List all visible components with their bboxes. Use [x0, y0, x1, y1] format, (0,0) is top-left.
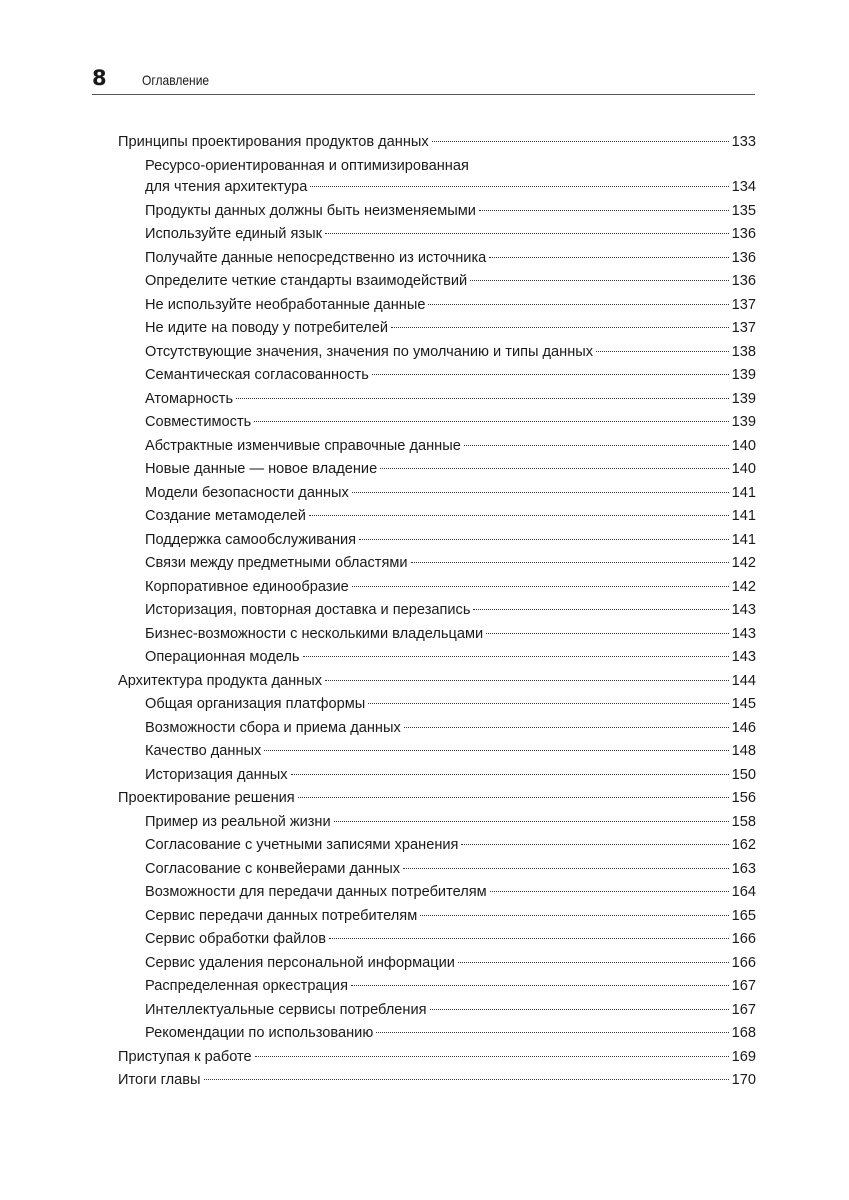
toc-entry: [118, 1046, 756, 1070]
toc-entry-row: [145, 975, 756, 999]
toc-entry-title: Интеллектуальные сервисы потребления: [145, 1001, 427, 1018]
toc-entry: [145, 155, 756, 200]
toc-entry-row: [145, 529, 756, 553]
dot-leader: [204, 1079, 729, 1080]
toc-entry-title: Не используйте необработанные данные: [145, 296, 426, 313]
toc-entry-page-number: 134: [731, 179, 756, 195]
dot-leader: [461, 844, 728, 845]
toc-entry: [145, 952, 756, 976]
toc-entry: [145, 881, 756, 905]
toc-entry-page-number: 141: [731, 531, 756, 548]
toc-entry-title: Получайте данные непосредственно из источника: [145, 249, 487, 266]
toc-entry: [145, 435, 756, 459]
toc-entry-page-number: 145: [731, 696, 756, 712]
dot-leader: [430, 1009, 729, 1010]
toc-entry-title: Пример из реальной жизни: [145, 813, 331, 830]
dot-leader: [291, 774, 729, 775]
toc-entry: [145, 505, 756, 529]
toc-entry: [145, 247, 756, 271]
toc-entry-page-number: 142: [731, 578, 756, 595]
toc-entry-page-number: 162: [731, 837, 756, 853]
toc-entry: [145, 975, 756, 999]
dot-leader: [464, 445, 729, 446]
toc-entry-title: Атомарность: [145, 390, 234, 407]
toc-entry-page-number: 143: [731, 649, 756, 665]
toc-entry: [145, 999, 756, 1023]
toc-entry-title: Согласование с конвейерами данных: [145, 860, 401, 877]
toc-entry-row: [145, 388, 756, 412]
dot-leader: [420, 915, 728, 916]
toc-entry: [145, 623, 756, 647]
toc-entry-row: [145, 200, 756, 224]
dot-leader: [368, 703, 728, 704]
toc-entry-row: [145, 905, 756, 929]
toc-entry: [145, 529, 756, 553]
toc-entry: [145, 717, 756, 741]
toc-entry-row: [145, 740, 756, 764]
toc-entry-title: Историзация, повторная доставка и перезапись: [145, 602, 471, 618]
toc-entry-row: [145, 482, 756, 506]
toc-entry: [145, 928, 756, 952]
toc-entry-title: Операционная модель: [145, 649, 300, 665]
dot-leader: [352, 586, 729, 587]
toc-entry-row: [145, 764, 756, 788]
dot-leader: [372, 374, 729, 375]
toc-entry-page-number: 169: [731, 1048, 756, 1065]
toc-entry-title: Абстрактные изменчивые справочные данные: [145, 437, 461, 454]
toc-entry-title: Сервис обработки файлов: [145, 931, 326, 947]
dot-leader: [391, 327, 729, 328]
page-header: [92, 64, 755, 95]
toc-entry-page-number: 141: [731, 508, 756, 524]
toc-entry-page-number: 167: [731, 1001, 756, 1018]
toc-entry-page-number: 170: [731, 1072, 756, 1088]
dot-leader: [298, 797, 729, 798]
toc-entry: [145, 223, 756, 247]
toc-entry-title: Общая организация платформы: [145, 696, 366, 712]
toc-entry-title: Рекомендации по использованию: [145, 1025, 374, 1041]
toc-entry: [145, 317, 756, 341]
dot-leader: [432, 141, 729, 142]
toc-entry: [145, 576, 756, 600]
toc-entry: [118, 1069, 756, 1093]
toc-entry: [145, 482, 756, 506]
toc-entry-page-number: 139: [731, 414, 756, 430]
toc-entry: [145, 646, 756, 670]
dot-leader: [404, 727, 729, 728]
toc-entry-page-number: 135: [731, 202, 756, 219]
toc-entry-page-number: 166: [731, 931, 756, 947]
toc-entry-row: [145, 576, 756, 600]
toc-entry-row: [145, 364, 756, 388]
toc-entry: [145, 388, 756, 412]
dot-leader: [473, 609, 728, 610]
toc-entry: [145, 552, 756, 576]
toc-entry-title: Приступая к работе: [118, 1048, 252, 1065]
toc-entry-page-number: 140: [731, 437, 756, 454]
toc-entry-row: [145, 623, 756, 647]
toc-entry-page-number: 139: [731, 367, 756, 383]
toc-entry-title: Сервис удаления персональной информации: [145, 954, 455, 971]
toc-entry-title: Не идите на поводу у потребителей: [145, 320, 388, 336]
dot-leader: [470, 280, 728, 281]
dot-leader: [236, 398, 729, 399]
toc-entry-row: [145, 435, 756, 459]
toc-entry-page-number: 137: [731, 320, 756, 336]
toc-entry: [145, 599, 756, 623]
dot-leader: [352, 492, 729, 493]
toc-entry-page-number: 138: [731, 343, 756, 360]
toc-entry: [145, 764, 756, 788]
toc-entry-page-number: 166: [731, 954, 756, 971]
dot-leader: [309, 515, 729, 516]
toc-entry: [118, 131, 756, 155]
toc-entry-row: [118, 787, 756, 811]
toc-entry-row: [145, 294, 756, 318]
dot-leader: [489, 257, 728, 258]
dot-leader: [334, 821, 729, 822]
toc-entry: [145, 811, 756, 835]
toc-entry: [145, 834, 756, 858]
toc-entry-title: Возможности сбора и приема данных: [145, 719, 401, 736]
dot-leader: [596, 351, 729, 352]
toc-entry-title: Семантическая согласованность: [145, 367, 369, 383]
toc-entry: [145, 905, 756, 929]
dot-leader: [380, 468, 728, 469]
toc-entry-page-number: 158: [731, 813, 756, 830]
toc-entry-title: Качество данных: [145, 743, 262, 759]
dot-leader: [325, 233, 729, 234]
toc-entry-row: [145, 646, 756, 670]
toc-entry-row: [145, 599, 756, 623]
toc-entry-title: Архитектура продукта данных: [118, 672, 322, 689]
dot-leader: [458, 962, 729, 963]
toc-entry-page-number: 136: [731, 273, 756, 289]
toc-entry-row: [118, 131, 756, 155]
toc-entry-row: [145, 247, 756, 271]
toc-entry-row: [145, 1022, 756, 1046]
dot-leader: [325, 680, 729, 681]
toc-entry-title: Сервис передачи данных потребителям: [145, 907, 418, 924]
toc-entry-row: [145, 717, 756, 741]
toc-entry-title-line1: Ресурсо-ориентированная и оптимизированная: [145, 157, 469, 174]
dot-leader: [411, 562, 729, 563]
toc-entry-row: [145, 928, 756, 952]
toc-entry-row: [118, 1046, 756, 1070]
toc-entry-row: [145, 952, 756, 976]
dot-leader: [428, 304, 728, 305]
toc-entry-page-number: 136: [731, 226, 756, 242]
toc-entry-title: Отсутствующие значения, значения по умолчанию и типы данных: [145, 343, 594, 360]
toc-entry-title: для чтения архитектура: [145, 179, 308, 195]
toc-entry: [145, 858, 756, 882]
toc-entry-title: Определите четкие стандарты взаимодействий: [145, 273, 468, 289]
toc-entry-title: Связи между предметными областями: [145, 555, 408, 571]
toc-entry-title: Создание метамоделей: [145, 508, 306, 524]
toc-entry-row: [145, 270, 756, 294]
toc-entry: [145, 364, 756, 388]
toc-entry-title: Согласование с учетными записями хранения: [145, 837, 459, 853]
toc-entry-page-number: 146: [731, 719, 756, 736]
toc-entry-row: [145, 811, 756, 835]
toc-entry-page-number: 143: [731, 602, 756, 618]
toc-entry-title: Возможности для передачи данных потребителям: [145, 884, 487, 900]
dot-leader: [351, 985, 729, 986]
toc-entry-page-number: 144: [731, 672, 756, 689]
toc-entry-page-number: 140: [731, 461, 756, 477]
toc-entry-title: Модели безопасности данных: [145, 484, 349, 501]
toc-entry-page-number: 137: [731, 296, 756, 313]
dot-leader: [376, 1032, 728, 1033]
toc-entry-row: [145, 552, 756, 576]
toc-entry-row: [118, 670, 756, 694]
toc-entry-row: [145, 881, 756, 905]
toc-entry-row: [145, 999, 756, 1023]
toc-entry-title: Распределенная оркестрация: [145, 978, 348, 994]
toc-entry-title: Проектирование решения: [118, 790, 295, 806]
table-of-contents: [118, 131, 756, 1093]
toc-entry-page-number: 139: [731, 390, 756, 407]
toc-entry-page-number: 136: [731, 249, 756, 266]
toc-entry: [145, 341, 756, 365]
toc-entry-page-number: 168: [731, 1025, 756, 1041]
toc-entry-row: [145, 834, 756, 858]
toc-entry-page-number: 141: [731, 484, 756, 501]
toc-entry-page-number: 156: [731, 790, 756, 806]
dot-leader: [310, 186, 728, 187]
toc-entry-row: [145, 411, 756, 435]
toc-entry-row: [145, 176, 756, 200]
dot-leader: [359, 539, 729, 540]
toc-entry-title: Продукты данных должны быть неизменяемыми: [145, 202, 476, 219]
dot-leader: [254, 421, 728, 422]
toc-entry-page-number: 143: [731, 625, 756, 642]
toc-entry-title: Новые данные — новое владение: [145, 461, 378, 477]
toc-entry-title: Используйте единый язык: [145, 226, 322, 242]
toc-entry-title: Бизнес-возможности с несколькими владельцами: [145, 625, 484, 642]
toc-entry: [145, 693, 756, 717]
toc-entry-row: [145, 317, 756, 341]
dot-leader: [479, 210, 729, 211]
toc-entry-title: Принципы проектирования продуктов данных: [118, 134, 429, 150]
toc-entry-page-number: 167: [731, 978, 756, 994]
toc-entry-row: [145, 858, 756, 882]
running-title: Оглавление: [142, 72, 210, 88]
dot-leader: [403, 868, 729, 869]
toc-entry-page-number: 163: [731, 860, 756, 877]
toc-entry-page-number: 165: [731, 907, 756, 924]
toc-entry-page-number: 142: [731, 555, 756, 571]
toc-entry-row: [145, 505, 756, 529]
toc-entry-title: Совместимость: [145, 414, 252, 430]
toc-entry-title: Корпоративное единообразие: [145, 578, 349, 595]
toc-entry: [145, 200, 756, 224]
toc-entry-title: Поддержка самообслуживания: [145, 531, 357, 548]
toc-entry-row: [145, 693, 756, 717]
toc-entry: [145, 270, 756, 294]
toc-entry-page-number: 148: [731, 743, 756, 759]
dot-leader: [303, 656, 729, 657]
toc-entry-page-number: 164: [731, 884, 756, 900]
page-number: 8: [92, 66, 107, 90]
toc-entry: [145, 740, 756, 764]
toc-entry-row: [145, 223, 756, 247]
toc-entry-title: Историзация данных: [145, 766, 288, 783]
dot-leader: [486, 633, 729, 634]
dot-leader: [490, 891, 729, 892]
toc-entry-row: [145, 341, 756, 365]
toc-entry: [145, 294, 756, 318]
toc-entry: [118, 787, 756, 811]
toc-entry: [145, 458, 756, 482]
dot-leader: [264, 750, 728, 751]
toc-entry: [118, 670, 756, 694]
toc-entry-title: Итоги главы: [118, 1072, 201, 1088]
toc-entry: [145, 411, 756, 435]
toc-entry-page-number: 133: [731, 134, 756, 150]
toc-entry-page-number: 150: [731, 766, 756, 783]
dot-leader: [255, 1056, 729, 1057]
dot-leader: [329, 938, 729, 939]
toc-entry-row: [145, 458, 756, 482]
toc-entry: [145, 1022, 756, 1046]
toc-entry-row: [118, 1069, 756, 1093]
